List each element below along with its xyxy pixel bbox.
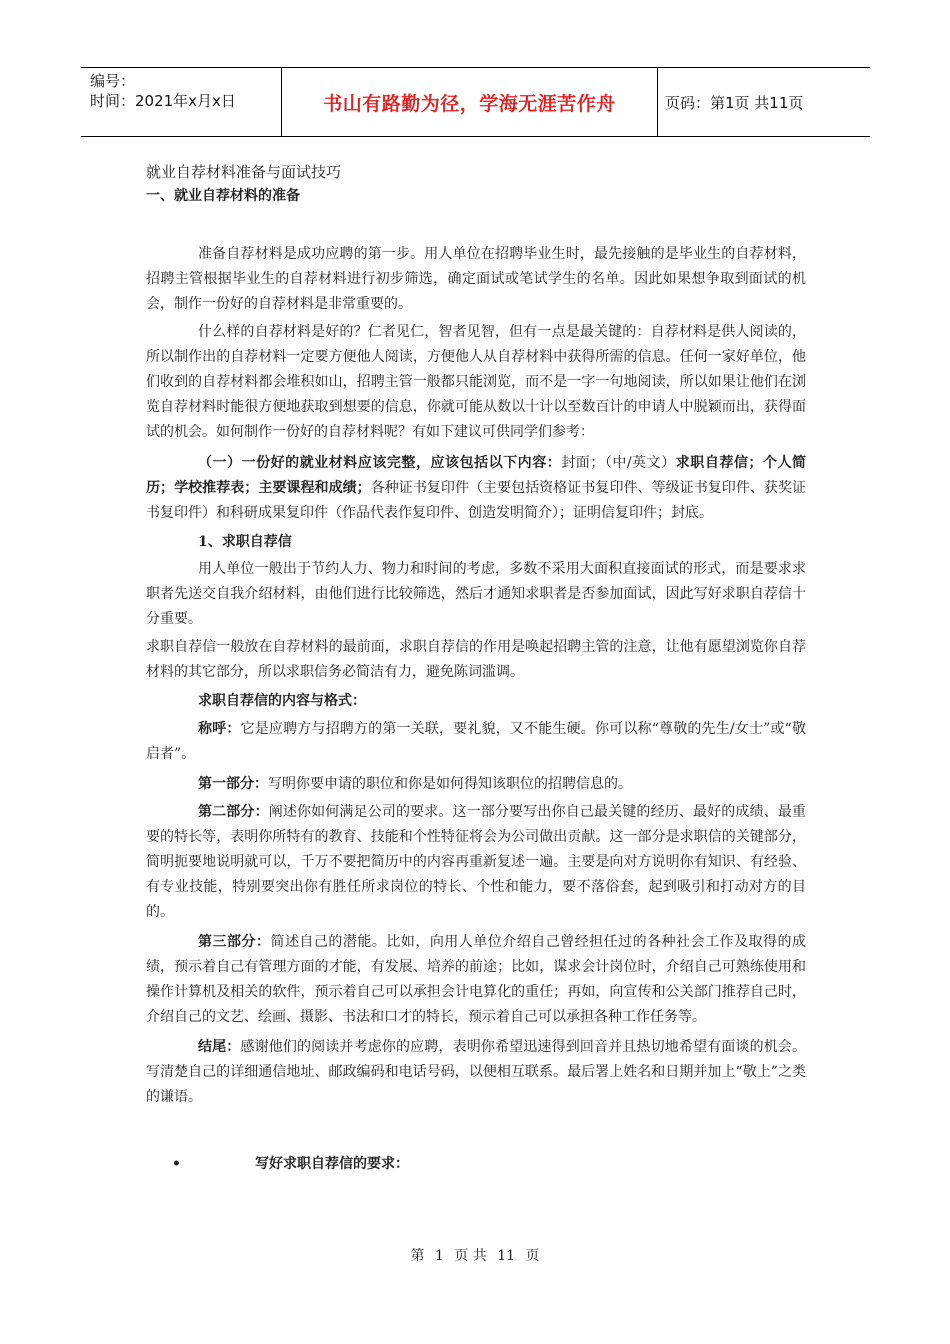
subheading-content-format: 求职自荐信的内容与格式：: [198, 693, 366, 709]
part3-label: 第三部分：: [198, 934, 271, 950]
paragraph-ending: [146, 1035, 806, 1110]
paragraph-part-2: [146, 800, 806, 925]
bullet-item-requirements: [146, 1152, 806, 1177]
section-heading-1: 一、就业自荐材料的准备: [146, 188, 300, 204]
doc-time-label: 时间：2021年x月x日: [90, 92, 236, 110]
greeting-text: 它是应聘方与招聘方的第一关联，要礼貌，又不能生硬。你可以称“尊敬的先生/女士”或“敬启者”。: [146, 721, 807, 762]
bullet-icon: •: [172, 1156, 181, 1172]
footer-prefix: 第: [410, 1248, 425, 1264]
document-header: [81, 67, 870, 137]
part2-label: 第二部分：: [198, 804, 269, 820]
contents-bold-intro: （一）一份好的就业材料应该完整，应该包括以下内容：: [198, 455, 562, 471]
footer-total-pages: 11: [497, 1248, 516, 1264]
ending-text: 感谢他们的阅读并考虑你的应聘，表明你希望迅速得到回音并且热切地希望有面谈的机会。写清楚自己的详细通信地址、邮政编码和电话号码，以便相互联系。最后署上姓名和日期并加上“敬上”之类的谦语。: [146, 1039, 807, 1105]
footer-middle: 页 共: [454, 1248, 487, 1264]
doc-number-label: 编号：: [90, 72, 136, 90]
contents-normal-2: 各种证书复印件（主要包括资格证书复印件、等级证书复印件、获奖证书复印件）和科研成果复印件（作品代表作复印件、创造发明简介）；证明信复印件；封底。: [146, 480, 807, 521]
paragraph-material-contents: [146, 451, 806, 526]
page-footer: [0, 1246, 950, 1266]
paragraph-greeting: [146, 717, 806, 767]
paragraph-part-3: [146, 930, 806, 1030]
header-meta-cell: [81, 68, 282, 136]
paragraph-intro: 准备自荐材料是成功应聘的第一步。用人单位在招聘毕业生时，最先接触的是毕业生的自荐材料，招聘主管根据毕业生的自荐材料进行初步筛选，确定面试或笔试学生的名单。因此如果想争取到面试的机会，制作一份好的自荐材料是非常重要的。: [146, 246, 806, 312]
contents-normal-1: 封面；（中/英文）: [561, 455, 676, 471]
footer-current-page: 1: [434, 1248, 444, 1264]
subheading-cover-letter: 1、求职自荐信: [198, 534, 292, 550]
paragraph-good-material: 什么样的自荐材料是好的？仁者见仁，智者见智，但有一点是最关键的：自荐材料是供人阅读的，所以制作出的自荐材料一定要方便他人阅读，方便他人从自荐材料中获得所需的信息。任何一家好单位，他们收到的自荐材料都会堆积如山，招聘主管一般都只能浏览，而不是一字一句地阅读，所以如果让他们在浏览自荐材料时能很方便地获取到想要的信息，你就可能从数以十计以至数百计的申请人中脱颖而出，获得面试的机会。如何制作一份好的自荐材料呢？有如下建议可供同学们参考：: [146, 324, 806, 440]
paragraph-cover-letter-position: 求职自荐信一般放在自荐材料的最前面，求职自荐信的作用是唤起招聘主管的注意，让他有愿望浏览你自荐材料的其它部分，所以求职信务必简洁有力，避免陈词滥调。: [146, 639, 806, 680]
part2-text: 阐述你如何满足公司的要求。这一部分要写出你自己最关键的经历、最好的成绩、最重要的特长等，表明你所特有的教育、技能和个性特征将会为公司做出贡献。这一部分是求职信的关键部分，简明扼要地说明就可以，千万不要把简历中的内容再重新复述一遍。主要是向对方说明你有知识、有经验、有专业技能，特别要突出你有胜任所求岗位的特长、个性和能力，要不落俗套，起到吸引和打动对方的目的。: [146, 804, 807, 920]
document-body: [146, 160, 806, 1110]
document-title: 就业自荐材料准备与面试技巧: [146, 163, 342, 181]
paragraph-part-1: [146, 772, 806, 797]
greeting-label: 称呼：: [198, 721, 241, 737]
footer-suffix: 页: [525, 1248, 540, 1264]
bullet-heading-requirements: 写好求职自荐信的要求：: [255, 1156, 409, 1172]
part3-text: 简述自己的潜能。比如，向用人单位介绍自己曾经担任过的各种社会工作及取得的成绩，预示着自己有管理方面的才能，有发展、培养的前途；比如，谋求会计岗位时，介绍自己可熟练使用和操作计算机及相关的软件，预示着自己可以承担会计电算化的重任；再如，向宣传和公关部门推荐自己时，介绍自己的文艺、绘画、摄影、书法和口才的特长，预示着自己可以承担各种工作任务等。: [146, 934, 807, 1025]
header-page-info: 页码：第1页 共11页: [665, 93, 804, 112]
contents-bold-list: 求职自荐信；个人简历；学校推荐表；主要课程和成绩；: [146, 455, 807, 496]
part1-text: 写明你要申请的职位和你是如何得知该职位的招聘信息的。: [268, 776, 632, 792]
ending-label: 结尾：: [198, 1039, 241, 1055]
paragraph-employer-consideration: 用人单位一般出于节约人力、物力和时间的考虑，多数不采用大面积直接面试的形式，而是要求求职者先送交自我介绍材料，由他们进行比较筛选，然后才通知求职者是否参加面试，因此写好求职自荐信十分重要。: [146, 561, 806, 627]
header-motto: 书山有路勤为径，学海无涯苦作舟: [282, 68, 658, 136]
part1-label: 第一部分：: [198, 776, 268, 792]
